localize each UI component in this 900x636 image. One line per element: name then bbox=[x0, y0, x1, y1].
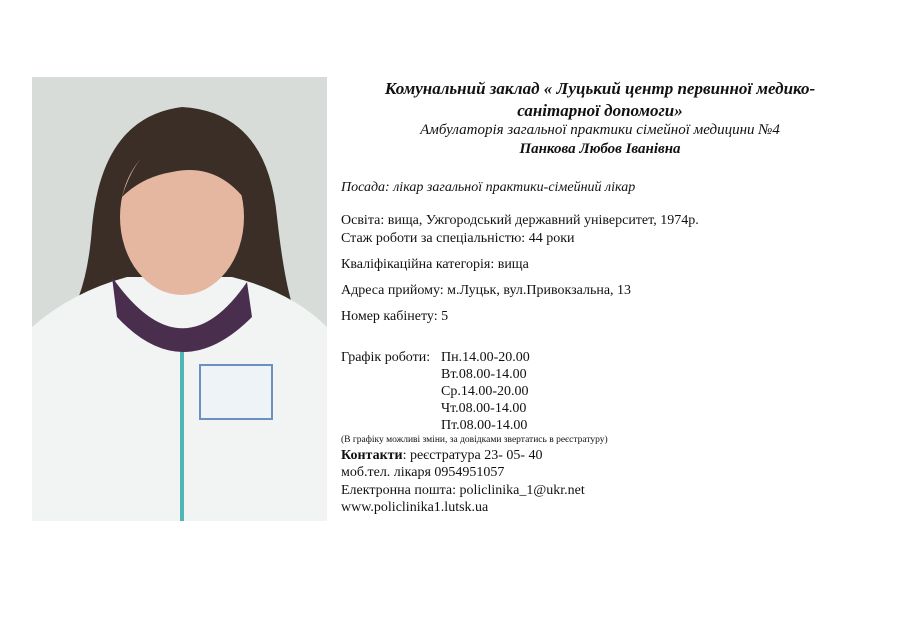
mobile-phone: моб.тел. лікаря 0954951057 bbox=[341, 465, 505, 480]
website: www.policlinika1.lutsk.ua bbox=[341, 500, 489, 515]
schedule-day: Ср.14.00-20.00 bbox=[441, 384, 529, 399]
schedule-day: Вт.08.00-14.00 bbox=[441, 367, 527, 382]
contacts-label: Контакти bbox=[341, 448, 403, 463]
institution-name-line2: санітарної допомоги» bbox=[517, 101, 683, 120]
schedule-day: Пн.14.00-20.00 bbox=[441, 350, 530, 365]
email: Електронна пошта: policlinika_1@ukr.net bbox=[341, 483, 585, 498]
address: Адреса прийому: м.Луцьк, вул.Привокзальна, 13 bbox=[341, 283, 632, 298]
doctor-photo bbox=[32, 77, 327, 521]
doctor-name: Панкова Любов Іванівна bbox=[519, 141, 681, 157]
experience: Стаж роботи за спеціальністю: 44 роки bbox=[341, 231, 575, 246]
schedule-label: Графік роботи: bbox=[341, 350, 431, 365]
position: Посада: лікар загальної практики-сімейний лікар bbox=[341, 180, 636, 195]
qualification: Кваліфікаційна категорія: вища bbox=[341, 257, 529, 272]
institution-name-line1: Комунальний заклад « Луцький центр первинної медико- bbox=[384, 79, 816, 98]
education: Освіта: вища, Ужгородський державний університет, 1974р. bbox=[341, 213, 699, 228]
schedule-day: Пт.08.00-14.00 bbox=[441, 418, 528, 433]
schedule-day: Чт.08.00-14.00 bbox=[441, 401, 527, 416]
room-number: Номер кабінету: 5 bbox=[341, 309, 449, 324]
clinic-name: Амбулаторія загальної практики сімейної медицини №4 bbox=[420, 122, 780, 138]
registry-phone: : реєстратура 23- 05- 40 bbox=[402, 448, 543, 463]
schedule-note: (В графіку можливі зміни, за довідками звертатись в реєстратуру) bbox=[341, 435, 608, 445]
